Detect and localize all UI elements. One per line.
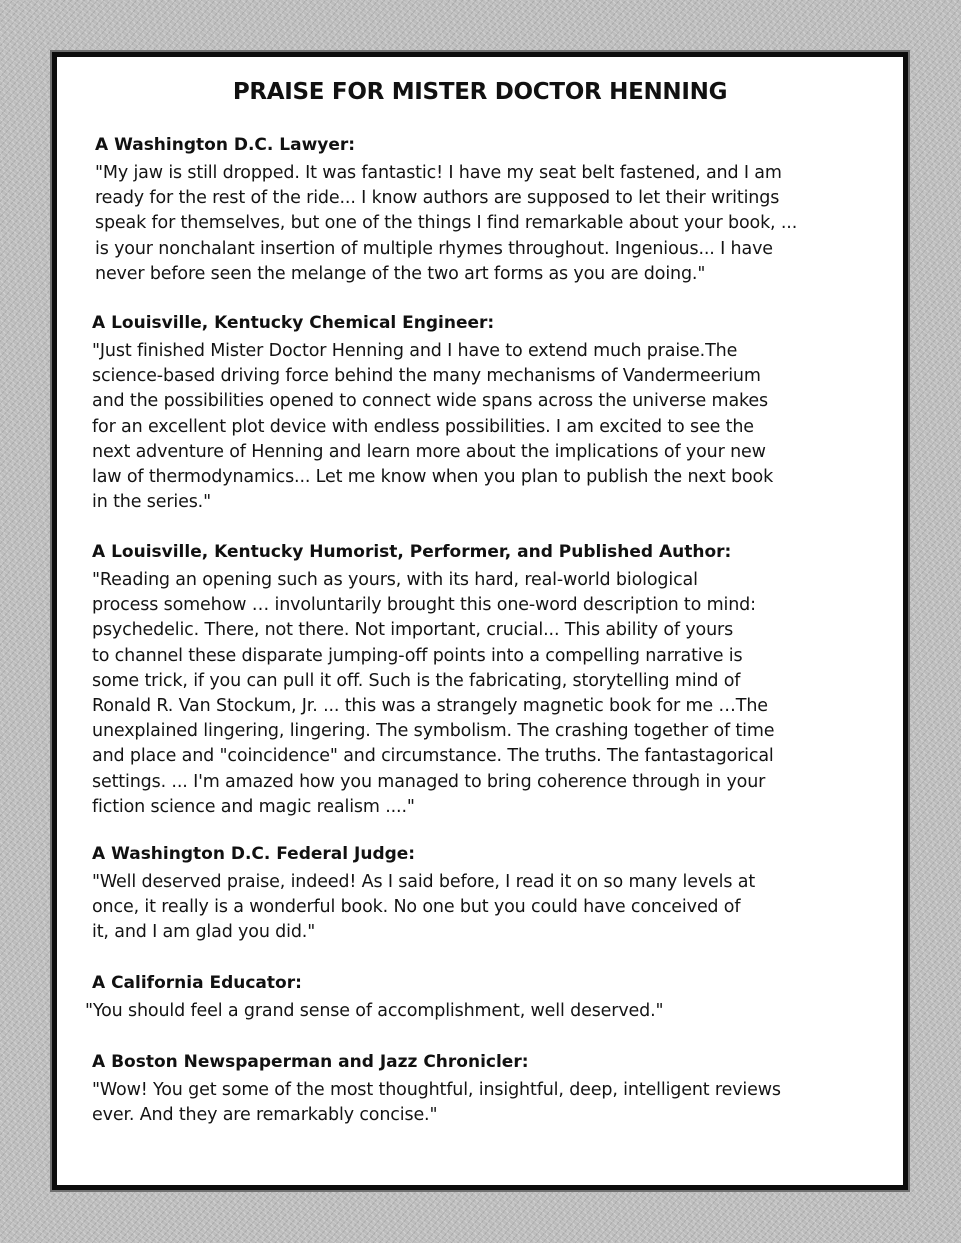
review-louisville-humorist <box>92 541 882 820</box>
quote-line: "My jaw is still dropped. It was fantastic! I have my seat belt fastened, and I am <box>95 163 782 183</box>
review-heading: A Louisville, Kentucky Chemical Engineer: <box>92 313 495 333</box>
review-heading: A Washington D.C. Lawyer: <box>95 135 356 155</box>
quote-line: psychedelic. There, not there. Not important, crucial... This ability of yours <box>92 620 734 641</box>
quote-line: ready for the rest of the ride... I know authors are supposed to let their writings <box>95 188 780 209</box>
review-quote <box>92 568 882 820</box>
review-california-educator <box>85 972 872 1024</box>
quote-line: "You should feel a grand sense of accomplishment, well deserved." <box>85 1001 664 1021</box>
quote-line: ever. And they are remarkably concise." <box>92 1105 438 1126</box>
quote-line: "Just finished Mister Doctor Henning and I have to extend much praise.The <box>92 341 738 361</box>
quote-line: "Wow! You get some of the most thoughtful, insightful, deep, intelligent reviews <box>92 1080 781 1100</box>
quote-line: it, and I am glad you did." <box>92 922 316 943</box>
quote-line: next adventure of Henning and learn more about the implications of your new <box>92 441 766 462</box>
quote-line: "Well deserved praise, indeed! As I said before, I read it on so many levels at <box>92 872 756 892</box>
review-louisville-chemical-engineer <box>92 312 882 515</box>
review-boston-newspaperman <box>92 1051 882 1128</box>
quote-line: in the series." <box>92 492 211 513</box>
quote-line: Ronald R. Van Stockum, Jr. ... this was a strangely magnetic book for me …The <box>92 696 768 717</box>
quote-line: never before seen the melange of the two art forms as you are doing." <box>95 263 706 284</box>
review-heading: A Boston Newspaperman and Jazz Chronicler: <box>92 1052 529 1072</box>
quote-line: process somehow … involuntarily brought this one-word description to mind: <box>92 595 756 616</box>
quote-line: and place and "coincidence" and circumstance. The truths. The fantastagorical <box>92 746 774 767</box>
review-quote <box>92 870 872 946</box>
quote-line: once, it really is a wonderful book. No one but you could have conceived of <box>92 897 741 918</box>
review-federal-judge <box>92 843 872 946</box>
review-heading: A Washington D.C. Federal Judge: <box>92 844 416 864</box>
quote-line: for an excellent plot device with endless possibilities. I am excited to see the <box>92 416 754 437</box>
review-quote <box>95 161 875 287</box>
quote-line: some trick, if you can pull it off. Such is the fabricating, storytelling mind of <box>92 670 741 691</box>
page-title: PRAISE FOR MISTER DOCTOR HENNING <box>232 79 728 105</box>
quote-line: and the possibilities opened to connect wide spans across the universe makes <box>92 391 768 412</box>
praise-panel <box>52 52 908 1190</box>
quote-line: to channel these disparate jumping-off points into a compelling narrative is <box>92 645 743 666</box>
review-heading: A California Educator: <box>92 973 302 993</box>
review-quote <box>92 1078 882 1128</box>
quote-line: unexplained lingering, lingering. The symbolism. The crashing together of time <box>92 721 775 742</box>
review-quote <box>92 339 882 515</box>
quote-line: speak for themselves, but one of the things I find remarkable about your book, ... <box>95 213 798 234</box>
quote-line: "Reading an opening such as yours, with its hard, real-world biological <box>92 570 698 590</box>
review-heading: A Louisville, Kentucky Humorist, Performer, and Published Author: <box>92 542 732 562</box>
quote-line: fiction science and magic realism ...." <box>92 796 415 817</box>
quote-line: law of thermodynamics... Let me know when you plan to publish the next book <box>92 467 774 488</box>
review-washington-lawyer <box>95 134 875 287</box>
review-quote <box>85 999 872 1024</box>
quote-line: settings. ... I'm amazed how you managed to bring coherence through in your <box>92 771 766 792</box>
quote-line: is your nonchalant insertion of multiple rhymes throughout. Ingenious... I have <box>95 238 773 259</box>
quote-line: science-based driving force behind the many mechanisms of Vandermeerium <box>92 366 761 387</box>
